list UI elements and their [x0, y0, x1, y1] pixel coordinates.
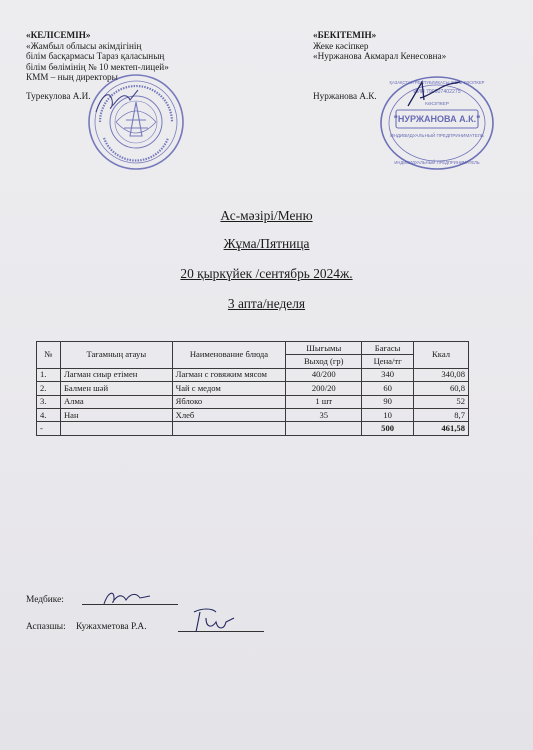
seal-bottom-text: ИНДИВИДУАЛЬНЫЙ ПРЕДПРИНИМАТЕЛЬ: [394, 160, 480, 165]
nurse-signature-icon: [100, 586, 154, 608]
seal-name-text: "НУРЖАНОВА А.К.": [393, 114, 481, 124]
approval-left-line: білім басқармасы Тараз қаласының: [26, 51, 165, 62]
cell-num: 1.: [37, 368, 61, 381]
approval-right-line: «Нуржанова Акмарал Кенесовна»: [313, 51, 447, 62]
col-header-name-ru: Наименование блюда: [172, 342, 286, 369]
cell-price: 60: [362, 382, 414, 395]
approval-left-line: білім бөлімінің № 10 мектеп-лицей»: [26, 61, 169, 72]
col-header-output: Выход (гр): [286, 355, 362, 368]
approval-right-title: «БЕКІТЕМІН»: [313, 30, 377, 40]
cell-output: 40/200: [286, 368, 362, 381]
seal-label-text: КӘСІПКЕР: [425, 102, 449, 107]
cell-total-price: 500: [362, 422, 414, 435]
approval-left-line: КММ – ның директоры: [26, 72, 118, 83]
cell-name-ru: Яблоко: [172, 395, 286, 408]
cell-name-ru: Хлеб: [172, 409, 286, 422]
menu-title: Ас-мәзірі/Меню: [220, 208, 313, 223]
col-header-shygymy: Шығымы: [286, 342, 362, 355]
cell-name-kz: Нан: [60, 409, 172, 422]
cell-empty: [60, 422, 172, 435]
cell-num: 2.: [37, 382, 61, 395]
approval-right-line: Жеке кәсіпкер: [313, 40, 369, 51]
seal-sub-text: ИНДИВИДУАЛЬНЫЙ ПРЕДПРИНИМАТЕЛЬ: [390, 133, 484, 138]
cell-name-kz: Балмен шәй: [60, 382, 172, 395]
menu-day: Жұма/Пятница: [223, 236, 310, 251]
cell-price: 90: [362, 395, 414, 408]
table-row: [37, 409, 469, 422]
cell-name-ru: Лагман с говяжим мясом: [172, 368, 286, 381]
cell-empty: [286, 422, 362, 435]
menu-week: 3 апта/неделя: [227, 296, 306, 311]
cell-empty: [172, 422, 286, 435]
col-header-name-kz: Тағамның атауы: [60, 342, 172, 369]
cell-num: 3.: [37, 395, 61, 408]
cell-name-kz: Лагман сиыр етімен: [60, 368, 172, 381]
cell-total-mark: -: [37, 422, 61, 435]
col-header-kcal: Ккал: [414, 342, 469, 369]
cell-num: 4.: [37, 409, 61, 422]
cook-signature-icon: [186, 606, 240, 636]
cell-kcal: 340,08: [414, 368, 469, 381]
cell-kcal: 60,8: [414, 382, 469, 395]
approval-left-title: «КЕЛІСЕМІН»: [26, 30, 91, 40]
cell-output: 35: [286, 409, 362, 422]
cook-label: Аспазшы:: [26, 622, 66, 632]
menu-table: [36, 341, 469, 436]
cell-price: 340: [362, 368, 414, 381]
col-header-price: Цена/тг: [362, 355, 414, 368]
cell-total-kcal: 461,58: [414, 422, 469, 435]
menu-date: 20 қыркүйек /сентябрь 2024ж.: [180, 266, 353, 281]
table-row: [37, 368, 469, 381]
cell-output: 1 шт: [286, 395, 362, 408]
entrepreneur-signature-icon: [404, 76, 464, 110]
table-row: [37, 382, 469, 395]
table-total-row: [37, 422, 469, 435]
approval-left-signer: Турекулова А.И.: [26, 90, 91, 101]
cell-kcal: 8,7: [414, 409, 469, 422]
cook-name: Кужахметова Р.А.: [76, 622, 147, 632]
cell-output: 200/20: [286, 382, 362, 395]
cook-label-row: [26, 622, 147, 632]
table-row: [37, 395, 469, 408]
cell-name-ru: Чай с медом: [172, 382, 286, 395]
seal-top-text: ҚАЗАҚСТАН РЕСПУБЛИКАСЫ ЖЕКЕ КӘСІПКЕР: [389, 80, 485, 85]
cell-kcal: 52: [414, 395, 469, 408]
approval-left-line: «Жамбыл облысы әкімдігінің: [26, 40, 142, 51]
cell-name-kz: Алма: [60, 395, 172, 408]
col-header-num: №: [37, 342, 61, 369]
director-signature-icon: [92, 86, 142, 118]
col-header-bagasy: Бағасы: [362, 342, 414, 355]
table-header-row: [37, 342, 469, 355]
cell-price: 10: [362, 409, 414, 422]
seal-iin-text: ИИН 790607402275: [413, 89, 461, 95]
approval-right-signer: Нуржанова А.К.: [313, 90, 377, 101]
nurse-label: Медбике:: [26, 595, 64, 605]
